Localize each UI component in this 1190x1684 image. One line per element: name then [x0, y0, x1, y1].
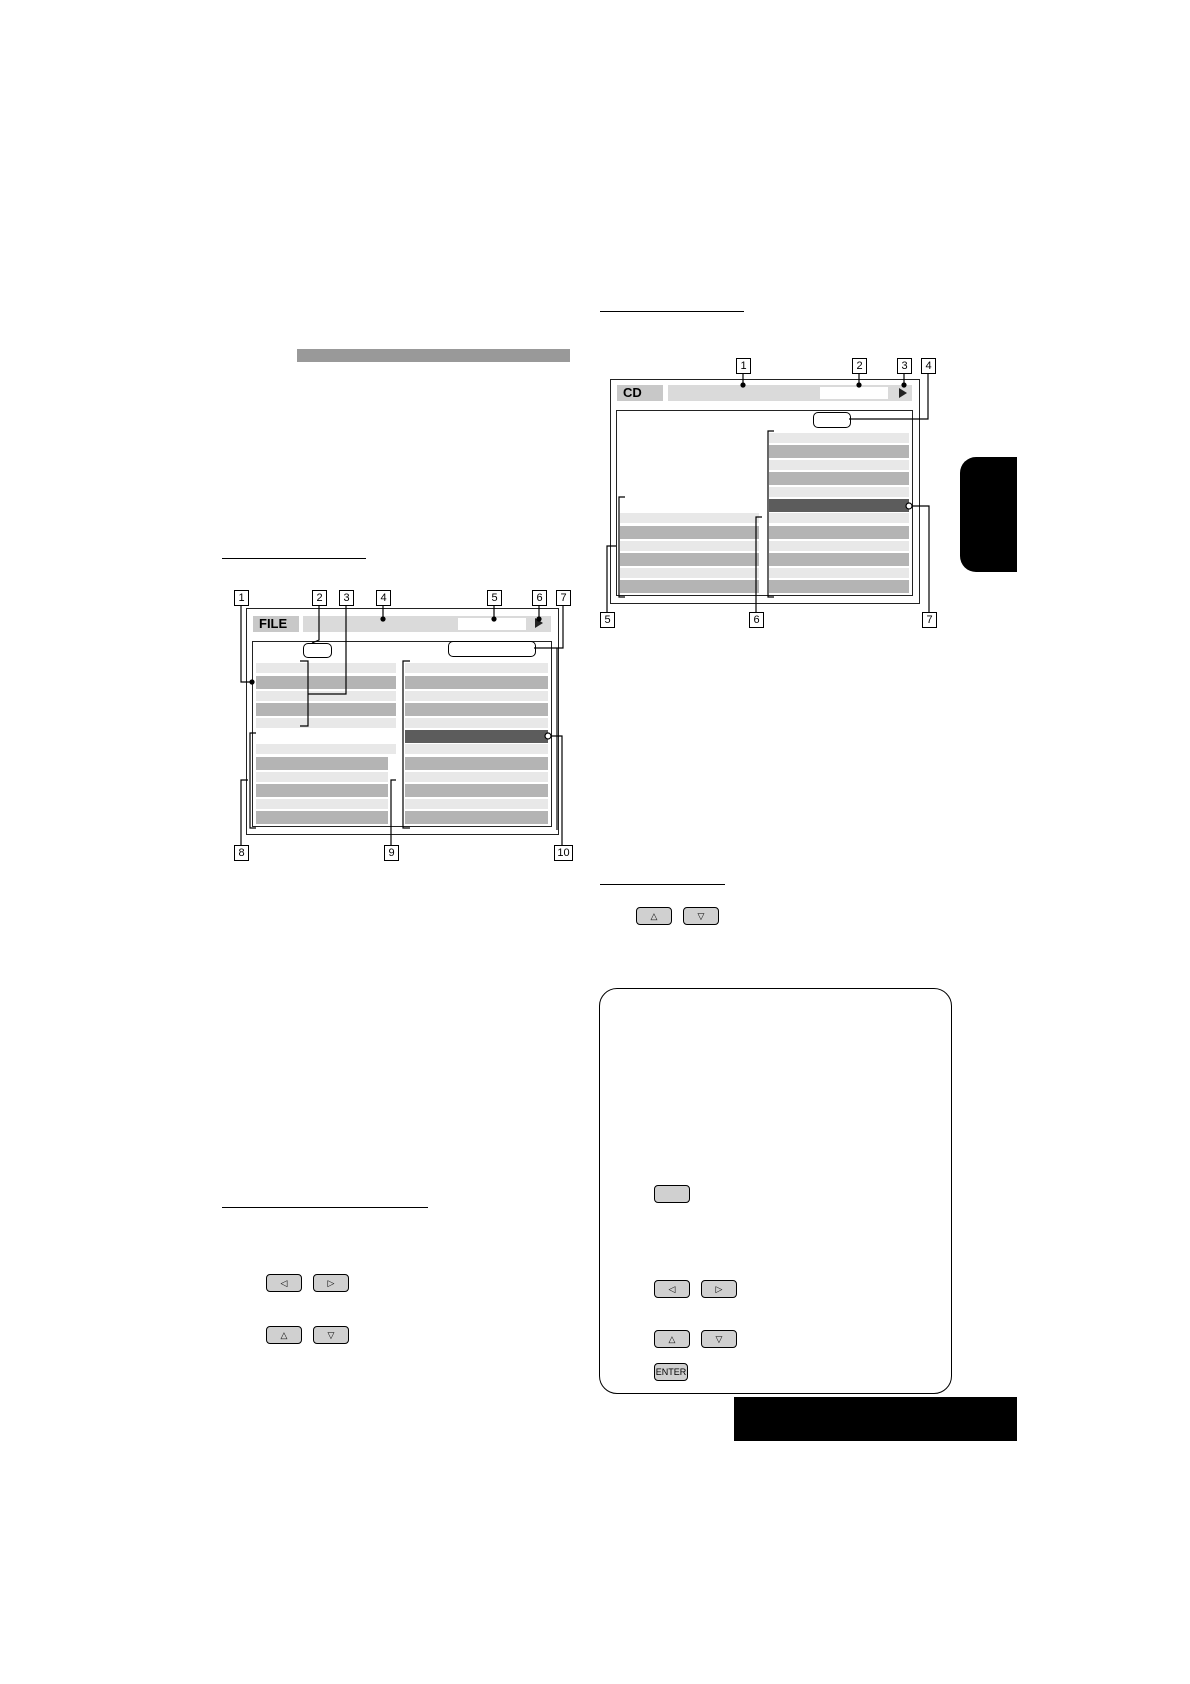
file-play-icon: [535, 618, 543, 628]
left-key[interactable]: [266, 1274, 302, 1292]
up-key[interactable]: [636, 907, 672, 925]
file-callout-2: 2: [312, 590, 327, 606]
enter-key[interactable]: ENTER: [654, 1363, 688, 1381]
language-side-tab: [960, 457, 1017, 572]
cd-track-row: [769, 433, 909, 443]
left-triangle-icon: ◁: [668, 1284, 676, 1294]
file-folder-row: [256, 744, 396, 754]
file-callout-6: 6: [532, 590, 547, 606]
subsection-rule-3: [600, 311, 744, 312]
down-triangle-icon: ▽: [697, 911, 705, 921]
file-callout-7: 7: [556, 590, 571, 606]
cd-left-row: [620, 526, 759, 539]
note-box: [599, 988, 952, 1394]
cd-time-field: [820, 387, 888, 399]
right-key[interactable]: [313, 1274, 349, 1292]
file-track-row: [405, 703, 548, 716]
cd-track-row-selected: [769, 499, 909, 512]
file-track-row: [405, 757, 548, 770]
file-callout-4: 4: [376, 590, 391, 606]
cd-callout-6: 6: [749, 612, 764, 628]
down-triangle-icon: ▽: [327, 1330, 335, 1340]
file-track-row: [405, 718, 548, 728]
file-callout-1: 1: [234, 590, 249, 606]
file-folder-row: [256, 757, 388, 770]
up-key[interactable]: [266, 1326, 302, 1344]
section-header-bar: [297, 349, 570, 362]
cd-source-tag: CD: [617, 385, 663, 401]
file-folder-row: [256, 663, 396, 673]
cd-play-icon: [899, 388, 907, 398]
cd-callout-3: 3: [897, 358, 912, 374]
file-callout-9: 9: [384, 845, 399, 861]
down-key[interactable]: [683, 907, 719, 925]
cd-track-row: [769, 487, 909, 497]
file-pill-small: [303, 643, 332, 658]
file-track-row: [405, 663, 548, 673]
cd-track-row: [769, 445, 909, 458]
file-track-row: [405, 676, 548, 689]
file-folder-row: [256, 784, 388, 797]
left-key[interactable]: [654, 1280, 690, 1298]
file-folder-row: [256, 772, 388, 782]
blank-key[interactable]: [654, 1185, 690, 1203]
file-track-row: [405, 811, 548, 824]
up-triangle-icon: △: [280, 1330, 288, 1340]
subsection-rule-2: [222, 1207, 428, 1208]
file-track-row: [405, 784, 548, 797]
cd-track-row: [769, 513, 909, 523]
right-triangle-icon: ▷: [715, 1284, 723, 1294]
left-triangle-icon: ◁: [280, 1278, 288, 1288]
file-callout-5: 5: [487, 590, 502, 606]
cd-track-row: [769, 526, 909, 539]
cd-track-row: [769, 580, 909, 593]
subsection-rule-1: [222, 558, 366, 559]
right-triangle-icon: ▷: [327, 1278, 335, 1288]
up-key[interactable]: [654, 1330, 690, 1348]
down-key[interactable]: [701, 1330, 737, 1348]
cd-left-row: [620, 541, 759, 551]
file-track-row: [405, 744, 548, 754]
file-folder-row: [256, 799, 388, 809]
cd-pill: [813, 412, 851, 428]
cd-track-row: [769, 541, 909, 551]
file-folder-row: [256, 691, 396, 701]
cd-callout-7: 7: [922, 612, 937, 628]
cd-callout-2: 2: [852, 358, 867, 374]
up-triangle-icon: △: [668, 1334, 676, 1344]
page-footer-bar: [734, 1397, 1017, 1441]
file-pill-wide: [448, 641, 536, 657]
up-triangle-icon: △: [650, 911, 658, 921]
file-callout-10: 10: [554, 845, 573, 861]
cd-track-row: [769, 553, 909, 566]
file-callout-8: 8: [234, 845, 249, 861]
file-time-field: [458, 618, 526, 630]
cd-track-row: [769, 568, 909, 578]
down-key[interactable]: [313, 1326, 349, 1344]
file-track-row-selected: [405, 730, 548, 743]
cd-callout-4: 4: [921, 358, 936, 374]
cd-left-row: [620, 553, 759, 566]
file-track-row: [405, 691, 548, 701]
file-track-row: [405, 799, 548, 809]
cd-track-row: [769, 460, 909, 470]
file-source-tag: FILE: [253, 616, 299, 632]
file-track-row: [405, 772, 548, 782]
subsection-rule-4: [600, 884, 725, 885]
right-key[interactable]: [701, 1280, 737, 1298]
cd-callout-5: 5: [600, 612, 615, 628]
down-triangle-icon: ▽: [715, 1334, 723, 1344]
cd-callout-1: 1: [736, 358, 751, 374]
cd-left-row: [620, 513, 759, 523]
file-folder-row: [256, 703, 396, 716]
file-callout-3: 3: [339, 590, 354, 606]
file-folder-row: [256, 676, 396, 689]
file-folder-row: [256, 811, 388, 824]
cd-left-row: [620, 580, 759, 593]
cd-track-row: [769, 472, 909, 485]
file-folder-row: [256, 718, 396, 728]
cd-left-row: [620, 568, 759, 578]
